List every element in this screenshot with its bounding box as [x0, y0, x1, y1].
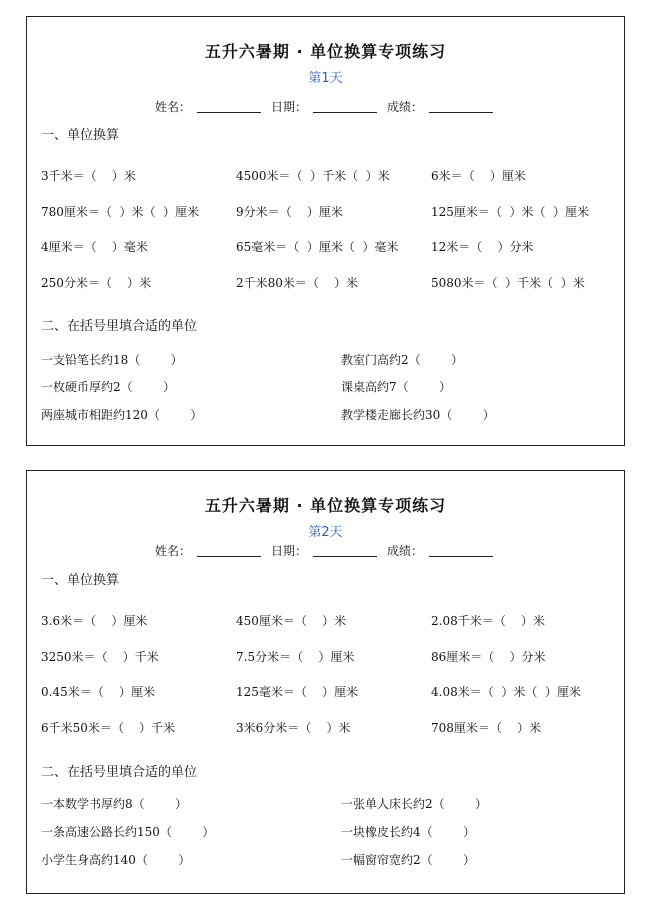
name-field[interactable] — [197, 556, 261, 557]
problem[interactable]: 708厘米＝（ ）米 — [431, 721, 542, 735]
unit-question[interactable]: 一张单人床长约2（ ） — [341, 797, 488, 811]
worksheet-day-1 — [26, 16, 625, 446]
day-label: 第2天 — [308, 525, 343, 540]
problem[interactable]: 4500米＝（ ）千米（ ）米 — [236, 169, 390, 183]
name-field[interactable] — [197, 112, 261, 113]
score-field[interactable] — [429, 556, 493, 557]
unit-question[interactable]: 一支铅笔长约18（ ） — [41, 353, 183, 367]
problem[interactable]: 125厘米＝（ ）米（ ）厘米 — [431, 205, 590, 219]
unit-question[interactable]: 教室门高约2（ ） — [341, 353, 464, 367]
problem[interactable]: 250分米＝（ ）米 — [41, 276, 152, 290]
unit-question[interactable]: 一枚硬币厚约2（ ） — [41, 380, 176, 394]
name-label: 姓名： — [155, 544, 192, 558]
problem[interactable]: 9分米＝（ ）厘米 — [236, 205, 343, 219]
name-label: 姓名： — [155, 100, 192, 114]
problem[interactable]: 2.08千米＝（ ）米 — [431, 614, 545, 628]
unit-question[interactable]: 一幅窗帘宽约2（ ） — [341, 853, 476, 867]
score-label: 成绩： — [387, 100, 424, 114]
unit-question[interactable]: 小学生身高约140（ ） — [41, 853, 191, 867]
problem[interactable]: 6千米50米＝（ ）千米 — [41, 721, 176, 735]
problem[interactable]: 450厘米＝（ ）米 — [236, 614, 347, 628]
problem[interactable]: 12米＝（ ）分米 — [431, 240, 534, 254]
score-field[interactable] — [429, 112, 493, 113]
student-info-row — [27, 98, 624, 116]
worksheet-title: 五升六暑期 · 单位换算专项练习 — [204, 496, 447, 515]
problem[interactable]: 7.5分米＝（ ）厘米 — [236, 650, 355, 664]
day-label: 第1天 — [308, 71, 343, 86]
unit-question[interactable]: 教学楼走廊长约30（ ） — [341, 408, 495, 422]
score-label: 成绩： — [387, 544, 424, 558]
unit-question[interactable]: 课桌高约7（ ） — [341, 380, 452, 394]
unit-question[interactable]: 一块橡皮长约4（ ） — [341, 825, 476, 839]
problem[interactable]: 3千米＝（ ）米 — [41, 169, 136, 183]
date-label: 日期： — [271, 100, 308, 114]
problem[interactable]: 4厘米＝（ ）毫米 — [41, 240, 148, 254]
date-field[interactable] — [313, 556, 377, 557]
worksheet-day-2 — [26, 470, 625, 894]
date-label: 日期： — [271, 544, 308, 558]
problem[interactable]: 3250米＝（ ）千米 — [41, 650, 159, 664]
problem[interactable]: 780厘米＝（ ）米（ ）厘米 — [41, 205, 200, 219]
unit-question[interactable]: 两座城市相距约120（ ） — [41, 408, 203, 422]
problem[interactable]: 3米6分米＝（ ）米 — [236, 721, 351, 735]
unit-question[interactable]: 一本数学书厚约8（ ） — [41, 797, 188, 811]
section-fill-unit: 二、在括号里填合适的单位 — [41, 319, 198, 334]
unit-question[interactable]: 一条高速公路长约150（ ） — [41, 825, 215, 839]
section-fill-unit: 二、在括号里填合适的单位 — [41, 765, 198, 780]
problem[interactable]: 0.45米＝（ ）厘米 — [41, 685, 155, 699]
section-unit-conversion: 一、单位换算 — [41, 573, 120, 588]
date-field[interactable] — [313, 112, 377, 113]
problem[interactable]: 3.6米＝（ ）厘米 — [41, 614, 148, 628]
section-unit-conversion: 一、单位换算 — [41, 128, 120, 143]
problem[interactable]: 4.08米＝（ ）米（ ）厘米 — [431, 685, 581, 699]
problem[interactable]: 5080米＝（ ）千米（ ）米 — [431, 276, 585, 290]
problem[interactable]: 6米＝（ ）厘米 — [431, 169, 526, 183]
student-info-row — [27, 542, 624, 560]
problem[interactable]: 125毫米＝（ ）厘米 — [236, 685, 359, 699]
problem[interactable]: 2千米80米＝（ ）米 — [236, 276, 359, 290]
worksheet-title: 五升六暑期 · 单位换算专项练习 — [204, 42, 447, 61]
problem[interactable]: 65毫米＝（ ）厘米（ ）毫米 — [236, 240, 399, 254]
problem[interactable]: 86厘米＝（ ）分米 — [431, 650, 546, 664]
